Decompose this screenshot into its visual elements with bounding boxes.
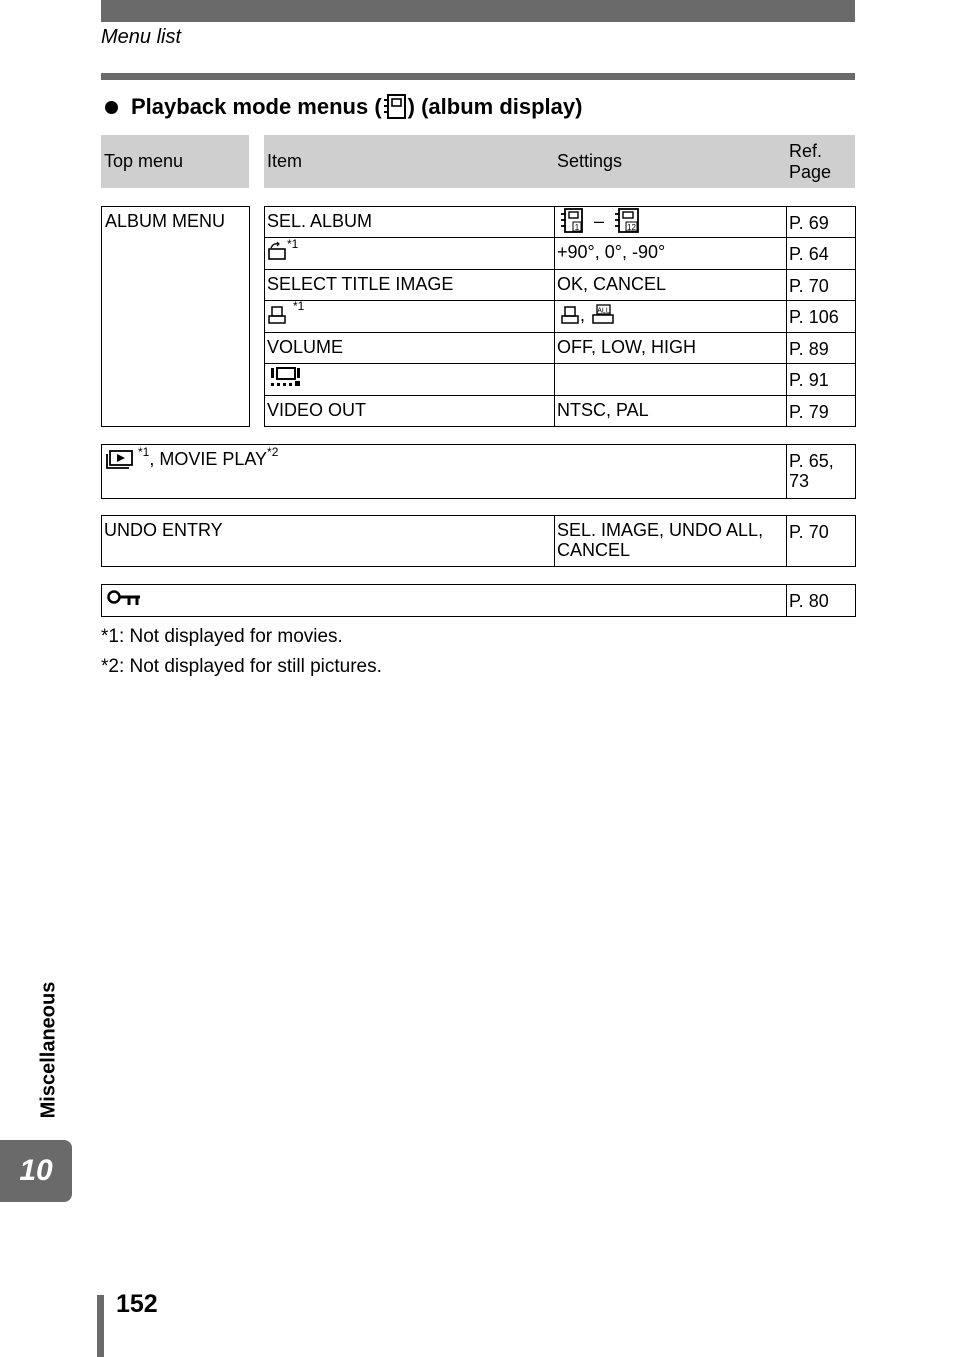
divider	[554, 206, 555, 427]
footnote-2: *2: Not displayed for still pictures.	[101, 656, 382, 677]
divider	[264, 395, 856, 396]
protect-key-icon	[107, 589, 141, 607]
header-rule	[101, 73, 855, 80]
protect-ref: P. 80	[789, 591, 829, 611]
row-settings-select-title-image: OK, CANCEL	[557, 274, 667, 294]
album-icon	[383, 94, 407, 120]
chapter-number: 10	[19, 1154, 53, 1187]
album-menu-cell	[101, 206, 250, 427]
row-settings-volume: OFF, LOW, HIGH	[557, 337, 697, 357]
settings-dash: –	[594, 211, 605, 231]
footnote-mark: *1	[293, 299, 305, 313]
album-12-icon	[614, 208, 640, 234]
top-bar	[101, 0, 855, 22]
album-menu-label: ALBUM MENU	[105, 211, 226, 231]
undo-entry-label: UNDO ENTRY	[104, 520, 223, 540]
divider	[264, 237, 856, 238]
movie-play-label: , MOVIE PLAY	[149, 449, 268, 469]
header-settings: Settings	[554, 135, 786, 188]
section-title	[105, 94, 582, 120]
protect-row	[101, 584, 856, 617]
svg-text:ALL: ALL	[597, 307, 610, 315]
svg-text:1: 1	[574, 223, 580, 232]
print-order-icon	[560, 305, 580, 325]
row-ref-sel-album: P. 69	[789, 213, 829, 233]
undo-entry-ref: P. 70	[789, 522, 829, 542]
undo-entry-settings	[554, 520, 766, 560]
section-title-prefix: Playback mode menus (	[131, 94, 382, 119]
protect-item	[104, 589, 144, 607]
footnote-mark: *2	[267, 445, 279, 459]
row-ref-rotate: P. 64	[789, 244, 829, 264]
row-settings-video-out: NTSC, PAL	[557, 400, 649, 420]
header-item: Item	[264, 135, 554, 188]
divider	[264, 363, 856, 364]
index-display-icon	[270, 366, 302, 390]
svg-text:12: 12	[627, 223, 636, 232]
rotate-icon	[267, 241, 287, 261]
row-item-video-out: VIDEO OUT	[267, 400, 367, 420]
divider	[264, 269, 856, 270]
album-1-icon	[560, 208, 584, 234]
row-settings-rotate: +90°, 0°, -90°	[557, 242, 666, 262]
chapter-label-text: Miscellaneous	[37, 981, 60, 1119]
row-item-rotate	[264, 238, 301, 261]
chapter-label	[29, 970, 69, 1130]
divider	[264, 300, 856, 301]
row-settings-print-order	[557, 304, 618, 326]
row-item-sel-album: SEL. ALBUM	[267, 211, 373, 231]
row-ref-index-display: P. 91	[789, 370, 829, 390]
row-ref-video-out: P. 79	[789, 402, 829, 422]
movie-play-ref-line1: P. 65,	[789, 451, 834, 471]
bullet-icon	[105, 101, 118, 114]
divider	[264, 332, 856, 333]
row-item-index-display	[267, 366, 305, 390]
row-ref-select-title-image: P. 70	[789, 276, 829, 296]
playback-icon	[104, 449, 134, 471]
page-number: 152	[116, 1290, 158, 1318]
row-settings-sel-album	[557, 208, 643, 234]
header-title: Menu list	[101, 26, 182, 48]
section-title-suffix: ) (album display)	[407, 94, 583, 119]
undo-entry-settings-line1: SEL. IMAGE, UNDO ALL,	[557, 520, 764, 540]
settings-comma: ,	[580, 305, 586, 325]
row-ref-volume: P. 89	[789, 339, 829, 359]
print-order-icon	[267, 305, 287, 325]
header-ref-page: Ref. Page	[786, 135, 855, 188]
row-ref-print-order: P. 106	[789, 307, 839, 327]
undo-entry-settings-line2: CANCEL	[557, 540, 631, 560]
movie-play-ref	[786, 451, 837, 491]
print-all-icon	[591, 304, 615, 326]
header-top-menu: Top menu	[101, 135, 249, 188]
row-item-select-title-image: SELECT TITLE IMAGE	[267, 274, 454, 294]
footnote-mark: *1	[287, 237, 299, 251]
footnote-1: *1: Not displayed for movies.	[101, 626, 343, 647]
row-item-print-order	[264, 300, 307, 325]
page-number-bar	[97, 1295, 104, 1357]
movie-play-ref-line2: 73	[789, 471, 810, 491]
footnote-mark: *1	[138, 445, 150, 459]
movie-play-item	[101, 446, 281, 471]
row-item-volume: VOLUME	[267, 337, 344, 357]
